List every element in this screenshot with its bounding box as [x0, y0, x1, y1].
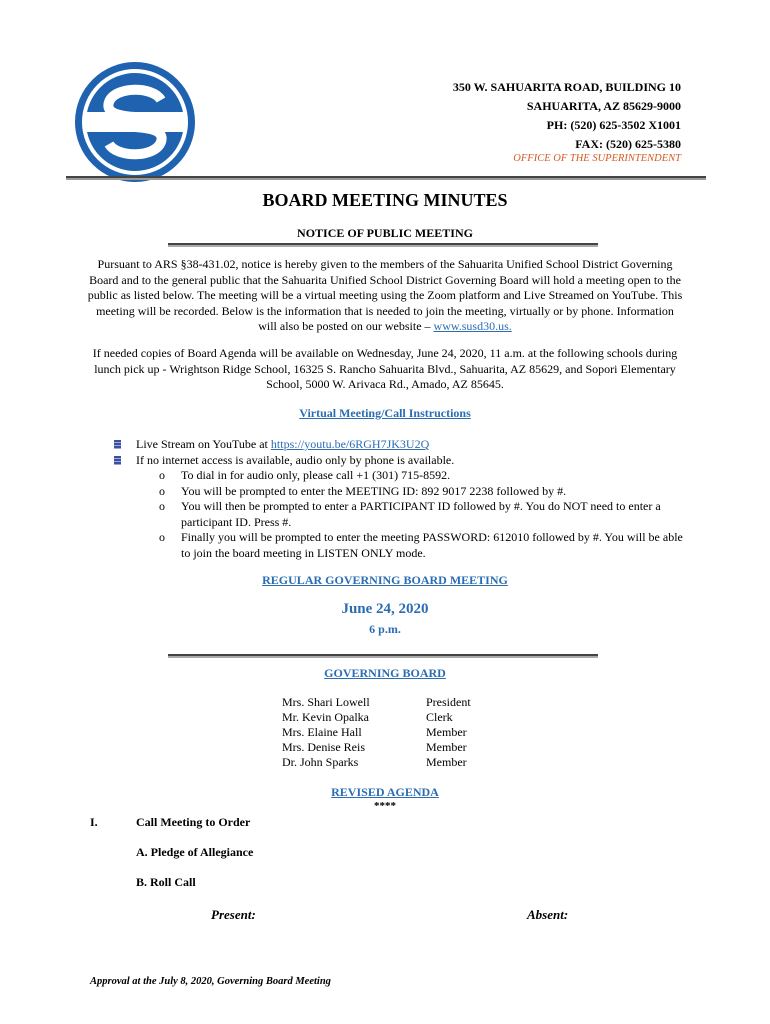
list-item: If no internet access is available, audio only by phone is available. [112, 453, 692, 469]
board-member-roles [426, 695, 471, 770]
district-logo [73, 60, 197, 184]
agenda-item-roll-call: B. Roll Call [136, 875, 196, 889]
absent-label: Absent: [527, 907, 569, 922]
virtual-instructions-heading: Virtual Meeting/Call Instructions [299, 406, 471, 420]
agenda-section-number: I. [90, 815, 98, 829]
member-role: Member [426, 740, 467, 754]
agenda-item-pledge: A. Pledge of Allegiance [136, 845, 254, 859]
bullet-icon [114, 456, 121, 465]
member-role: President [426, 695, 471, 709]
regular-meeting-heading: REGULAR GOVERNING BOARD MEETING [262, 573, 508, 587]
circle-bullet-icon: o [159, 530, 165, 544]
sub-list-item: o You will be prompted to enter the MEETING ID: 892 9017 2238 followed by #. [159, 483, 567, 498]
governing-board-heading: GOVERNING BOARD [324, 666, 446, 680]
member-role: Member [426, 755, 467, 769]
present-label: Present: [211, 907, 256, 922]
circle-bullet-icon: o [159, 499, 165, 513]
bullet-icon [114, 440, 121, 449]
meeting-time: 6 p.m. [369, 622, 401, 636]
agenda-copies-paragraph: If needed copies of Board Agenda will be available on Wednesday, June 24, 2020, 11 a.m. at the following schools during lunch pick up - Wrightson Ridge School, 16325 S. Rancho Sahuarita Blvd., Sahuarita, AZ 85629, and Sopori Elementary School, 5000 W. Arivaca Rd., Amado, AZ 85645. [92, 346, 678, 391]
revised-agenda-heading: REVISED AGENDA [331, 785, 439, 799]
notice-divider [168, 243, 598, 245]
member-role: Member [426, 725, 467, 739]
address-line: 350 W. SAHUARITA ROAD, BUILDING 10 [452, 80, 681, 94]
sub-list-item: o You will then be prompted to enter a PARTICIPANT ID followed by #. You do NOT need to enter a participant ID. Press #. [159, 499, 661, 529]
sub-list-item: o Finally you will be prompted to enter the meeting PASSWORD: 612010 followed by #. You will be able to join the board meeting in LISTEN ONLY mode. [159, 530, 683, 560]
member-name: Dr. John Sparks [282, 755, 359, 769]
notice-paragraph [86, 257, 684, 335]
member-role: Clerk [426, 710, 453, 724]
phone-line: PH: (520) 625-3502 X1001 [546, 118, 681, 132]
header-divider [66, 176, 706, 178]
instructions-list [112, 437, 692, 561]
circle-bullet-icon: o [159, 468, 165, 482]
separator-stars: **** [374, 800, 396, 812]
document-title: BOARD MEETING MINUTES [262, 190, 508, 210]
website-link[interactable]: www.susd30.us. [433, 319, 512, 333]
board-member-names [282, 695, 370, 770]
member-name: Mrs. Denise Reis [282, 740, 365, 754]
agenda-section-title: Call Meeting to Order [136, 815, 251, 829]
fax-line: FAX: (520) 625-5380 [575, 137, 681, 151]
member-name: Mr. Kevin Opalka [282, 710, 369, 724]
office-label: OFFICE OF THE SUPERINTENDENT [513, 153, 681, 164]
district-address [453, 78, 681, 154]
member-name: Mrs. Shari Lowell [282, 695, 370, 709]
list-item: Live Stream on YouTube at https://youtu.be/6RGH7JK3U2Q [112, 437, 692, 453]
member-name: Mrs. Elaine Hall [282, 725, 362, 739]
notice-title: NOTICE OF PUBLIC MEETING [297, 226, 473, 240]
address-line: SAHUARITA, AZ 85629-9000 [526, 99, 681, 113]
youtube-link[interactable]: https://youtu.be/6RGH7JK3U2Q [270, 437, 430, 451]
notice-text: Pursuant to ARS §38-431.02, notice is hereby given to the members of the Sahuarita Unified School District Governing Board and to the general public that the Sahuarita Unified School District Governing Board will hold a meeting open to the public as listed below. The meeting will be a virtual meeting using the Zoom platform and Live Streamed on YouTube. This meeting will be recorded. Below is the information that is needed to join the meeting, virtually or by phone. Information will also be posted on our website – [87, 257, 683, 333]
circle-bullet-icon: o [159, 483, 165, 498]
section-divider [168, 654, 598, 656]
sub-list-item: o To dial in for audio only, please call +1 (301) 715-8592. [159, 468, 451, 482]
approval-footer: Approval at the July 8, 2020, Governing Board Meeting [90, 976, 331, 987]
meeting-date: June 24, 2020 [341, 601, 429, 617]
